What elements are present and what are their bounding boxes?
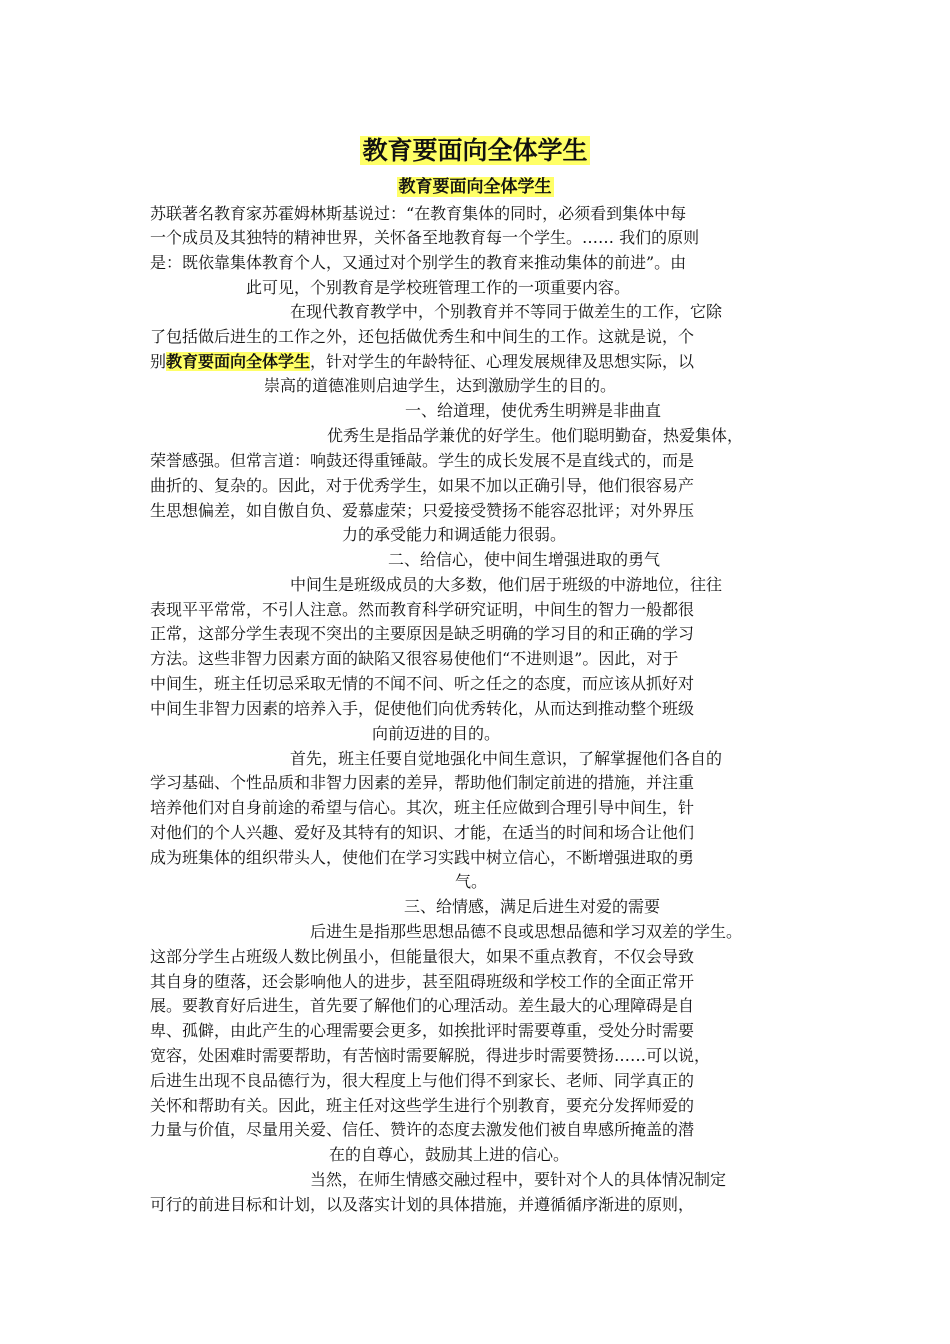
text-line: 优秀生是指品学兼优的好学生。他们聪明勤奋，热爱集体， xyxy=(327,426,744,445)
text-segment: ，针对学生的年龄特征、心理发展规律及思想实际，以 xyxy=(310,352,695,371)
text-line: 中间生非智力因素的培养入手，促使他们向优秀转化，从而达到推动整个班级 xyxy=(150,699,695,718)
text-line: 崇高的道德准则启迪学生，达到激励学生的目的。 xyxy=(264,376,617,395)
text-line: 首先，班主任要自觉地强化中间生意识，了解掌握他们各自的 xyxy=(290,749,723,768)
text-line: 其自身的堕落，还会影响他人的进步，甚至阻碍班级和学校工作的全面正常开 xyxy=(150,972,695,991)
text-line: 卑、孤僻，由此产生的心理需要会更多，如挨批评时需要尊重，受处分时需要 xyxy=(150,1021,695,1040)
text-segment: 别 xyxy=(150,352,167,371)
highlighted-phrase: 教育要面向全体学生 xyxy=(166,352,311,371)
text-line: 后进生出现不良品德行为，很大程度上与他们得不到家长、老师、同学真正的 xyxy=(150,1071,695,1090)
text-line: 气。 xyxy=(455,872,488,891)
text-line: 可行的前进目标和计划，以及落实计划的具体措施，并遵循循序渐进的原则， xyxy=(150,1195,695,1214)
text-line: 宽容，处困难时需要帮助，有苦恼时需要解脱，得进步时需要赞扬……可以说， xyxy=(150,1046,711,1065)
text-line: 在的自尊心，鼓励其上进的信心。 xyxy=(329,1145,570,1164)
title-highlight: 教育要面向全体学生 xyxy=(362,136,588,165)
text-line: 荣誉感强。但常言道：响鼓还得重锤敲。学生的成长发展不是直线式的，而是 xyxy=(150,451,695,470)
text-line: 后进生是指那些思想品德不良或思想品德和学习双差的学生。 xyxy=(310,922,743,941)
text-line: 关怀和帮助有关。因此，班主任对这些学生进行个别教育，要充分发挥师爱的 xyxy=(150,1096,695,1115)
text-line: 生思想偏差，如自傲自负、爱慕虚荣；只爱接受赞扬不能容忍批评；对外界压 xyxy=(150,501,695,520)
text-line: 学习基础、个性品质和非智力因素的差异，帮助他们制定前进的措施，并注重 xyxy=(150,773,695,792)
text-line: 此可见，个别教育是学校班管理工作的一项重要内容。 xyxy=(246,278,631,297)
text-line: 中间生，班主任切忌采取无情的不闻不问、听之任之的态度，而应该从抓好对 xyxy=(150,674,695,693)
text-line xyxy=(150,350,694,374)
text-line: 培养他们对自身前途的希望与信心。其次，班主任应做到合理引导中间生，针 xyxy=(150,798,695,817)
text-line: 了包括做后进生的工作之外，还包括做优秀生和中间生的工作。这就是说，个 xyxy=(150,327,695,346)
document-subtitle xyxy=(0,175,950,199)
text-line: 这部分学生占班级人数比例虽小，但能量很大，如果不重点教育，不仅会导致 xyxy=(150,947,695,966)
text-line: 方法。这些非智力因素方面的缺陷又很容易使他们“不进则退”。因此，对于 xyxy=(150,649,679,668)
text-line: 力量与价值，尽量用关爱、信任、赞许的态度去激发他们被自卑感所掩盖的潜 xyxy=(150,1120,695,1139)
text-line: 苏联著名教育家苏霍姆林斯基说过：“在教育集体的同时，必须看到集体中每 xyxy=(150,204,687,223)
text-line: 正常，这部分学生表现不突出的主要原因是缺乏明确的学习目的和正确的学习 xyxy=(150,624,695,643)
text-line: 是：既依靠集体教育个人，又通过对个别学生的教育来推动集体的前进”。由 xyxy=(150,253,687,272)
text-line: 当然，在师生情感交融过程中，要针对个人的具体情况制定 xyxy=(310,1170,727,1189)
text-line: 三、给情感，满足后进生对爱的需要 xyxy=(404,897,661,916)
text-line: 向前迈进的目的。 xyxy=(372,724,501,743)
text-line: 展。要教育好后进生，首先要了解他们的心理活动。差生最大的心理障碍是自 xyxy=(150,996,695,1015)
document-title xyxy=(0,134,950,168)
text-line: 对他们的个人兴趣、爱好及其特有的知识、才能，在适当的时间和场合让他们 xyxy=(150,823,695,842)
text-line: 力的承受能力和调适能力很弱。 xyxy=(342,525,567,544)
text-line: 二、给信心，使中间生增强进取的勇气 xyxy=(388,550,661,569)
text-line: 一、给道理，使优秀生明辨是非曲直 xyxy=(405,401,662,420)
text-line: 中间生是班级成员的大多数，他们居于班级的中游地位，往往 xyxy=(290,575,723,594)
text-line: 一个成员及其独特的精神世界，关怀备至地教育每一个学生。…… 我们的原则 xyxy=(150,228,700,247)
text-line: 成为班集体的组织带头人，使他们在学习实践中树立信心，不断增强进取的勇 xyxy=(150,848,695,867)
text-line: 表现平平常常，不引人注意。然而教育科学研究证明，中间生的智力一般都很 xyxy=(150,600,695,619)
text-line: 曲折的、复杂的。因此，对于优秀学生，如果不加以正确引导，他们很容易产 xyxy=(150,476,695,495)
text-line: 在现代教育教学中，个别教育并不等同于做差生的工作，它除 xyxy=(290,302,723,321)
subtitle-highlight: 教育要面向全体学生 xyxy=(398,177,552,197)
